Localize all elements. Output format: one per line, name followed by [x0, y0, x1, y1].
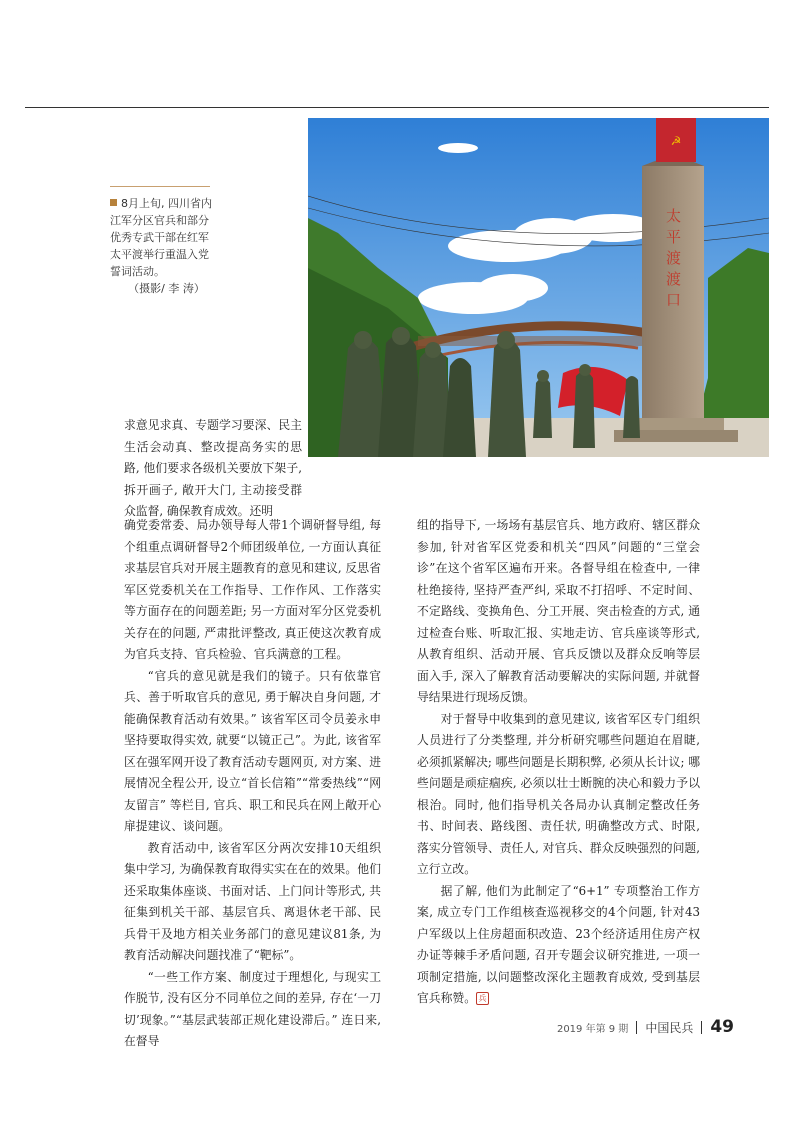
paragraph: 教育活动中, 该省军区分两次安排10天组织集中学习, 为确保教育取得实实在在的效果。他们还采取集体座谈、书面对话、上门问计等形式, 共征集到机关干部、基层官兵、离退休老干部、民兵骨干及地方相关业务部门的意见建议81条, 为教育活动解决问题找准了“靶标”。	[124, 840, 381, 962]
paragraph: 对于督导中收集到的意见建议, 该省军区专门组织人员进行了分类整理, 并分析研究哪些问题迫在眉睫, 必须抓紧解决; 哪些问题是长期积弊, 必须从长计议; 哪些问题是顽症痼疾, 必须以壮士断腕的决心和毅力予以根治。同时, 他们指导机关各局办认真制定整改任务书、时间表、路线图、责任状, 明确整改方式、时限, 落实分管领导、责任人, 对官兵、群众反映强烈的问题, 立行立改。	[417, 711, 700, 876]
article-photo	[308, 118, 769, 457]
caption-marker-icon	[110, 199, 117, 206]
svg-text:☭: ☭	[670, 134, 682, 148]
page-number: 49	[710, 1017, 734, 1037]
monument-inscription: 太平渡渡口	[664, 208, 682, 313]
photo-caption	[110, 186, 213, 297]
header-rule	[25, 107, 769, 108]
paragraph: “一些工作方案、制度过于理想化, 与现实工作脱节, 没有区分不同单位之间的差异, 存在‘一刀切’现象。”“基层武装部正规化建设滞后。” 连日来, 在督导	[124, 969, 381, 1048]
caption-rule	[110, 186, 210, 187]
issue-label: 2019 年第 9 期	[556, 1023, 629, 1035]
caption-text: 8月上旬, 四川省内江军分区官兵和部分优秀专武干部在红军太平渡举行重温入党誓词活动。	[110, 197, 212, 278]
page-footer	[557, 1017, 734, 1037]
article-column-left	[124, 515, 381, 1053]
end-mark-icon: 兵	[476, 992, 489, 1005]
paragraph: “官兵的意见就是我们的镜子。只有依靠官兵、善于听取官兵的意见, 勇于解决自身问题, 才能确保教育活动有效果。” 该省军区司令员姜永申坚持要取得实效, 就要“以镜正己”。为此, 该省军区在强军网开设了教育活动专题网页, 对方案、进展情况全程公开, 设立“首长信箱”“常委热线”“网友留言” 等栏目, 官兵、职工和民兵在网上敞开心扉提建议、谈问题。	[124, 668, 381, 833]
paragraph: 确党委常委、局办领导每人带1个调研督导组, 每个组重点调研督导2个师团级单位, 一方面认真征求基层官兵对开展主题教育的意见和建议, 反思省军区党委机关在工作指导、工作作风、工作落实等方面存在的问题差距; 另一方面对军分区党委机关存在的问题, 严肃批评整改, 真正使这次教育成为官兵支持、官兵检验、官兵满意的工程。	[124, 518, 381, 661]
article-lead-paragraph	[124, 415, 302, 523]
paragraph-text: 据了解, 他们为此制定了“6+1” 专项整治工作方案, 成立专门工作组核查巡视移交的4个问题, 针对43户军级以上住房超面积改造、23个经济适用住房产权办证等棘手矛盾问题, 召开专题会议研究推进, 一项一项制定措施, 以问题整改深化主题教育成效, 受到基层官兵称赞。	[417, 883, 700, 1005]
article-column-right	[417, 515, 700, 1010]
photo-credit: （摄影/ 李 涛）	[128, 282, 205, 295]
magazine-name: 中国民兵	[645, 1020, 694, 1035]
paragraph-final	[417, 881, 700, 1010]
footer-divider	[636, 1021, 637, 1034]
paragraph: 求意见求真、专题学习要深、民主生活会动真、整改提高务实的思路, 他们要求各级机关要放下架子, 拆开画子, 敞开大门, 主动接受群众监督, 确保教育成效。还明	[124, 418, 302, 518]
paragraph: 组的指导下, 一场场有基层官兵、地方政府、辖区群众参加, 针对省军区党委和机关“四风”问题的“三堂会诊”在这个省军区遍布开来。各督导组在检查中, 一律杜绝接待, 坚持严查严纠, 采取不打招呼、不定时间、不定路线、变换角色、分工开展、突击检查的方式, 通过检查台账、听取汇报、实地走访、官兵座谈等形式, 从教育组织、活动开展、官兵反馈以及群众反响等层面入手, 深入了解教育活动要解决的实际问题, 并就督导结果进行现场反馈。	[417, 518, 700, 704]
footer-divider	[701, 1021, 702, 1034]
